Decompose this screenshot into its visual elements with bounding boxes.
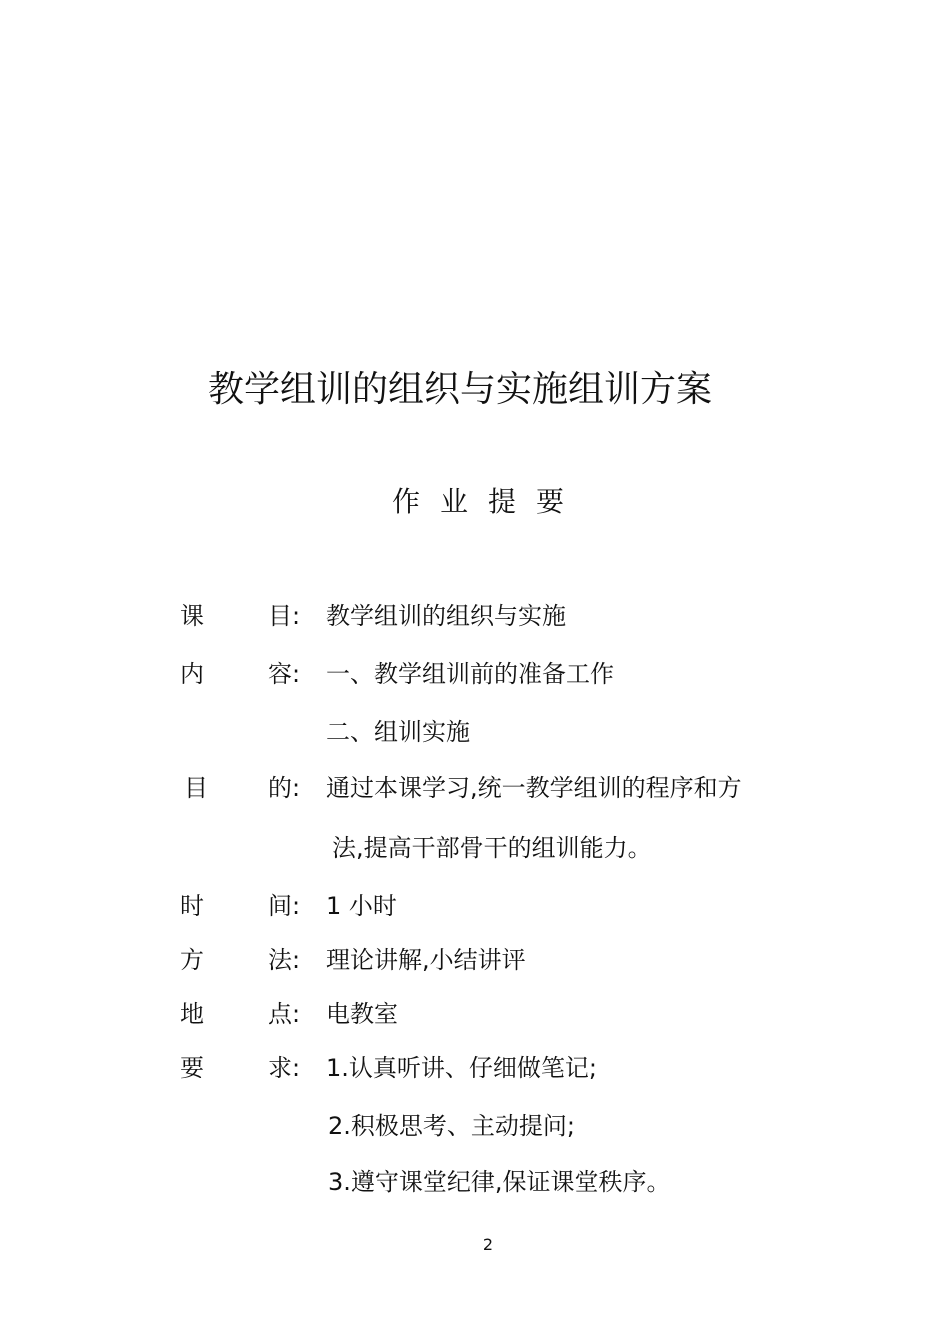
field-method: [0, 942, 950, 978]
field-label-char-1: 内: [180, 660, 204, 688]
field-purpose: [0, 770, 950, 806]
field-requirements-item-3: [0, 1164, 950, 1200]
field-duration: [0, 888, 950, 924]
field-label-char-2: 的: [268, 774, 292, 802]
field-label-char-1: 方: [180, 946, 204, 974]
field-colon: :: [292, 774, 301, 802]
field-value: 教学组训的组织与实施: [326, 602, 566, 630]
field-location: [0, 996, 950, 1032]
field-label-char-1: 课: [180, 602, 204, 630]
field-value: 1 小时: [326, 892, 397, 920]
field-value: 电教室: [326, 1000, 398, 1028]
field-label-char-2: 点: [268, 1000, 292, 1028]
document-title: 教学组训的组织与实施组训方案: [207, 369, 712, 410]
field-content-continued: [0, 714, 950, 750]
document-subtitle: 作业提要: [391, 485, 584, 518]
field-purpose-continued: [0, 830, 950, 866]
field-label-char-1: 目: [184, 774, 208, 802]
field-colon: :: [292, 602, 301, 630]
field-colon: :: [292, 1054, 301, 1082]
field-label-char-1: 时: [180, 892, 204, 920]
field-value: 法,提高干部骨干的组训能力。: [332, 834, 652, 862]
field-label-char-1: 要: [180, 1054, 204, 1082]
field-value: 一、教学组训前的准备工作: [326, 660, 614, 688]
field-value: 二、组训实施: [326, 718, 470, 746]
field-label-char-1: 地: [180, 1000, 204, 1028]
field-label-char-2: 容: [268, 660, 292, 688]
field-label-char-2: 目: [268, 602, 292, 630]
field-label-char-2: 法: [268, 946, 292, 974]
field-colon: :: [292, 1000, 301, 1028]
field-value: 3.遵守课堂纪律,保证课堂秩序。: [328, 1168, 671, 1196]
field-value: 2.积极思考、主动提问;: [328, 1112, 575, 1140]
field-colon: :: [292, 946, 301, 974]
field-value: 通过本课学习,统一教学组训的程序和方: [326, 774, 742, 802]
field-value: 理论讲解,小结讲评: [326, 946, 526, 974]
page-number: 2: [482, 1235, 494, 1254]
field-content: [0, 656, 950, 692]
field-colon: :: [292, 892, 301, 920]
field-requirements: [0, 1050, 950, 1086]
field-requirements-item-2: [0, 1108, 950, 1144]
field-label-char-2: 求: [268, 1054, 292, 1082]
field-label-char-2: 间: [268, 892, 292, 920]
field-subject: [0, 598, 950, 634]
field-colon: :: [292, 660, 301, 688]
field-value: 1.认真听讲、仔细做笔记;: [326, 1054, 597, 1082]
